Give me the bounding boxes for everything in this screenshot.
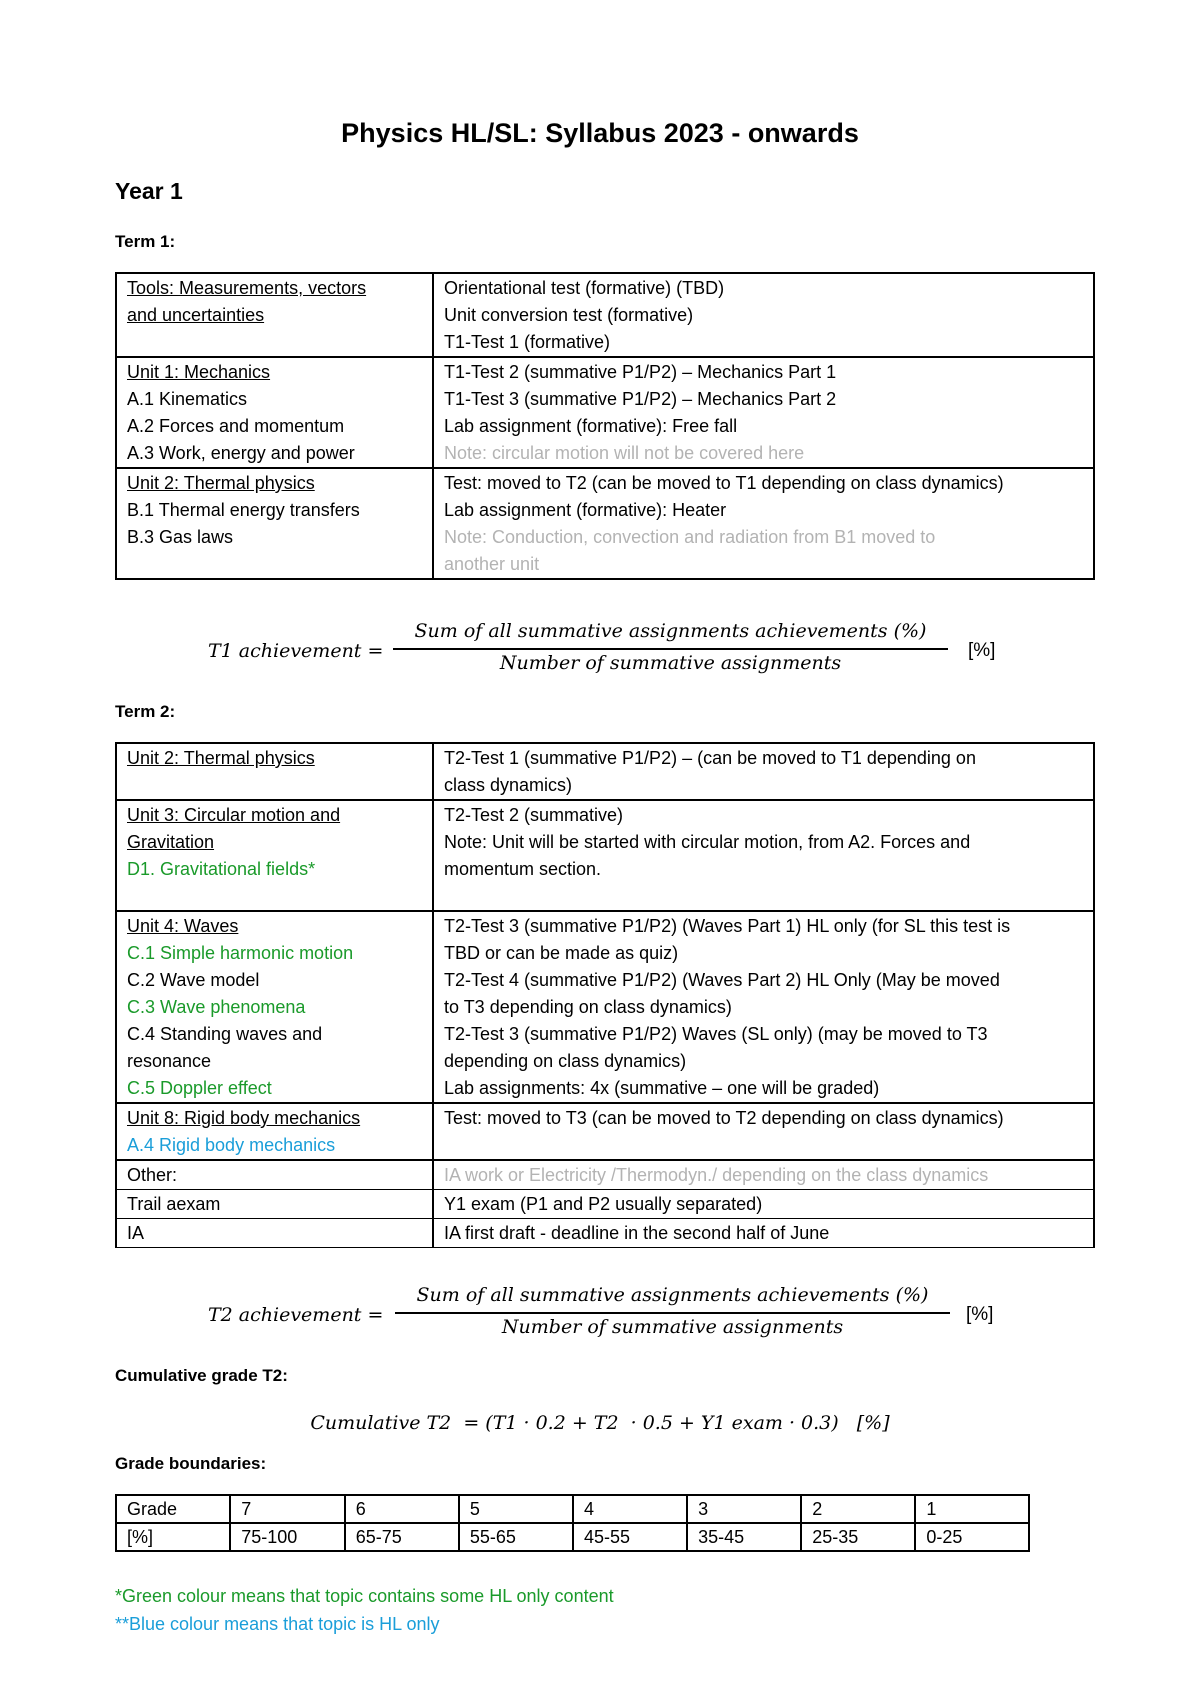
- t2-formula-lhs: T2 achievement =: [208, 1304, 384, 1326]
- term2-topic-line: Unit 2: Thermal physics: [127, 748, 315, 768]
- term1-topic-cell: [116, 468, 433, 579]
- grade-table-cell: 4: [573, 1495, 687, 1523]
- term2-topic-cell: [116, 911, 433, 1103]
- term1-assessment-line: T1-Test 1 (formative): [444, 332, 611, 352]
- term2-assessment-line: IA work or Electricity /Thermodyn./ depending on the class dynamics: [444, 1165, 989, 1185]
- footnote-green: *Green colour means that topic contains some HL only content: [115, 1586, 614, 1606]
- term2-topic-line: Unit 3: Circular motion and: [127, 805, 341, 825]
- term2-topic-line: Other:: [127, 1165, 178, 1185]
- term1-topic-line: Unit 1: Mechanics: [127, 362, 271, 382]
- term2-topic-cell: [116, 1160, 433, 1190]
- term1-topic-line: A.2 Forces and momentum: [127, 416, 345, 436]
- term1-topic-line: A.3 Work, energy and power: [127, 443, 355, 463]
- term2-assessment-cell: [433, 800, 1094, 911]
- grade-boundaries-table: [115, 1494, 1030, 1552]
- t2-formula-denominator: Number of summative assignments: [501, 1316, 844, 1338]
- t2-achievement-formula: [0, 1282, 1200, 1342]
- term2-topic-cell: [116, 1219, 433, 1248]
- grade-table-cell: 75-100: [230, 1523, 344, 1551]
- t2-formula-unit: [%]: [966, 1304, 994, 1325]
- term2-row: [116, 911, 1094, 1103]
- t2-formula-numerator: Sum of all summative assignments achievements (%): [416, 1284, 929, 1306]
- term1-topic-line: Unit 2: Thermal physics: [127, 473, 315, 493]
- grade-table-row: [116, 1495, 1029, 1523]
- term2-row: [116, 1190, 1094, 1219]
- t1-formula-fraction-bar: [393, 648, 948, 650]
- term2-topic-line: Gravitation: [127, 832, 215, 852]
- grade-table-cell: 6: [345, 1495, 459, 1523]
- term2-assessment-cell: [433, 1190, 1094, 1219]
- term1-assessment-line: T1-Test 3 (summative P1/P2) – Mechanics Part 2: [444, 389, 837, 409]
- term1-assessment-line: Lab assignment (formative): Free fall: [444, 416, 738, 436]
- term2-row: [116, 800, 1094, 911]
- term1-assessment-line: Lab assignment (formative): Heater: [444, 500, 727, 520]
- term2-row: [116, 1219, 1094, 1248]
- term2-assessment-cell: [433, 1219, 1094, 1248]
- term2-heading: Term 2:: [115, 702, 176, 721]
- term2-topic-line: C.3 Wave phenomena: [127, 997, 306, 1017]
- term1-assessment-cell: [433, 468, 1094, 579]
- term2-topic-line: C.2 Wave model: [127, 970, 260, 990]
- term1-assessment-line: Test: moved to T2 (can be moved to T1 depending on class dynamics): [444, 473, 1004, 493]
- term1-assessment-cell: [433, 357, 1094, 468]
- term2-assessment-line: Test: moved to T3 (can be moved to T2 depending on class dynamics): [444, 1108, 1004, 1128]
- grade-table-cell: 35-45: [687, 1523, 801, 1551]
- term1-topic-line: A.1 Kinematics: [127, 389, 248, 409]
- term2-row: [116, 1160, 1094, 1190]
- term2-assessment-line: T2-Test 1 (summative P1/P2) – (can be moved to T1 depending on: [444, 748, 976, 768]
- footnote-blue: **Blue colour means that topic is HL only: [115, 1614, 440, 1634]
- term2-row: [116, 743, 1094, 800]
- term2-assessment-line: IA first draft - deadline in the second half of June: [444, 1223, 830, 1243]
- term1-topic-cell: [116, 273, 433, 357]
- term1-heading: Term 1:: [115, 232, 176, 251]
- grade-table-cell: 7: [230, 1495, 344, 1523]
- cumulative-heading: Cumulative grade T2:: [115, 1366, 288, 1385]
- term1-topic-line: and uncertainties: [127, 305, 265, 325]
- term2-assessment-line: Note: Unit will be started with circular motion, from A2. Forces and: [444, 832, 971, 852]
- term2-assessment-cell: [433, 1103, 1094, 1160]
- term2-assessment-line: to T3 depending on class dynamics): [444, 997, 732, 1017]
- term2-topic-line: resonance: [127, 1051, 212, 1071]
- term1-table: [115, 272, 1095, 580]
- term2-assessment-line: T2-Test 4 (summative P1/P2) (Waves Part 2) HL Only (May be moved: [444, 970, 1000, 990]
- grade-table-row: [116, 1523, 1029, 1551]
- term2-assessment-line: TBD or can be made as quiz): [444, 943, 679, 963]
- t1-formula-lhs: T1 achievement =: [208, 640, 384, 662]
- term1-topic-line: B.3 Gas laws: [127, 527, 234, 547]
- term1-row: [116, 357, 1094, 468]
- t1-formula-numerator: Sum of all summative assignments achievements (%): [414, 620, 927, 642]
- grade-table-cell: 3: [687, 1495, 801, 1523]
- grade-table-cell: 2: [801, 1495, 915, 1523]
- term2-topic-cell: [116, 743, 433, 800]
- page-title: Physics HL/SL: Syllabus 2023 - onwards: [341, 118, 859, 148]
- term2-assessment-cell: [433, 1160, 1094, 1190]
- grade-table-cell: 1: [915, 1495, 1029, 1523]
- term2-assessment-line: momentum section.: [444, 859, 602, 879]
- term1-assessment-cell: [433, 273, 1094, 357]
- term2-topic-line: [127, 883, 422, 910]
- cumulative-formula: Cumulative T2 = (T1 · 0.2 + T2 · 0.5 + Y1 exam · 0.3) [%]: [310, 1412, 890, 1434]
- grade-boundaries-heading: Grade boundaries:: [115, 1454, 267, 1473]
- t2-formula-fraction-bar: [395, 1312, 950, 1314]
- term2-row: [116, 1103, 1094, 1160]
- term1-assessment-line: T1-Test 2 (summative P1/P2) – Mechanics Part 1: [444, 362, 837, 382]
- grade-table-header-cell: [%]: [116, 1523, 230, 1551]
- grade-table-cell: 55-65: [459, 1523, 573, 1551]
- t1-formula-unit: [%]: [968, 640, 996, 661]
- term2-assessment-line: depending on class dynamics): [444, 1051, 687, 1071]
- grade-table-cell: 25-35: [801, 1523, 915, 1551]
- t1-achievement-formula: [0, 618, 1200, 678]
- term2-topic-line: C.1 Simple harmonic motion: [127, 943, 354, 963]
- term2-topic-line: Unit 8: Rigid body mechanics: [127, 1108, 361, 1128]
- grade-table-header-cell: Grade: [116, 1495, 230, 1523]
- term2-topic-line: Unit 4: Waves: [127, 916, 239, 936]
- term2-assessment-cell: [433, 911, 1094, 1103]
- term1-assessment-line: Note: circular motion will not be covered here: [444, 443, 805, 463]
- term2-assessment-line: class dynamics): [444, 775, 573, 795]
- term1-row: [116, 468, 1094, 579]
- term2-topic-cell: [116, 800, 433, 911]
- term2-topic-line: C.4 Standing waves and: [127, 1024, 323, 1044]
- term1-topic-cell: [116, 357, 433, 468]
- grade-table-cell: 65-75: [345, 1523, 459, 1551]
- term2-topic-line: IA: [127, 1223, 145, 1243]
- grade-table-cell: 45-55: [573, 1523, 687, 1551]
- term1-assessment-line: Note: Conduction, convection and radiation from B1 moved to: [444, 527, 936, 547]
- term2-assessment-line: Y1 exam (P1 and P2 usually separated): [444, 1194, 763, 1214]
- term2-topic-line: D1. Gravitational fields*: [127, 859, 316, 879]
- term2-assessment-line: T2-Test 2 (summative): [444, 805, 624, 825]
- term2-assessment-cell: [433, 743, 1094, 800]
- term2-table: [115, 742, 1095, 1248]
- grade-table-cell: 5: [459, 1495, 573, 1523]
- term2-assessment-line: T2-Test 3 (summative P1/P2) (Waves Part 1) HL only (for SL this test is: [444, 916, 1011, 936]
- grade-table-cell: 0-25: [915, 1523, 1029, 1551]
- term1-assessment-line: Unit conversion test (formative): [444, 305, 694, 325]
- t1-formula-denominator: Number of summative assignments: [499, 652, 842, 674]
- term1-assessment-line: Orientational test (formative) (TBD): [444, 278, 725, 298]
- term2-assessment-line: Lab assignments: 4x (summative – one will be graded): [444, 1078, 880, 1098]
- term2-topic-line: Trail aexam: [127, 1194, 221, 1214]
- term2-topic-cell: [116, 1103, 433, 1160]
- term2-assessment-line: T2-Test 3 (summative P1/P2) Waves (SL only) (may be moved to T3: [444, 1024, 988, 1044]
- term2-topic-cell: [116, 1190, 433, 1219]
- term1-row: [116, 273, 1094, 357]
- term2-topic-line: A.4 Rigid body mechanics: [127, 1135, 336, 1155]
- term1-assessment-line: another unit: [444, 554, 540, 574]
- term2-topic-line: C.5 Doppler effect: [127, 1078, 272, 1098]
- term1-topic-line: Tools: Measurements, vectors: [127, 278, 367, 298]
- term1-topic-line: B.1 Thermal energy transfers: [127, 500, 360, 520]
- year-heading: Year 1: [115, 178, 183, 204]
